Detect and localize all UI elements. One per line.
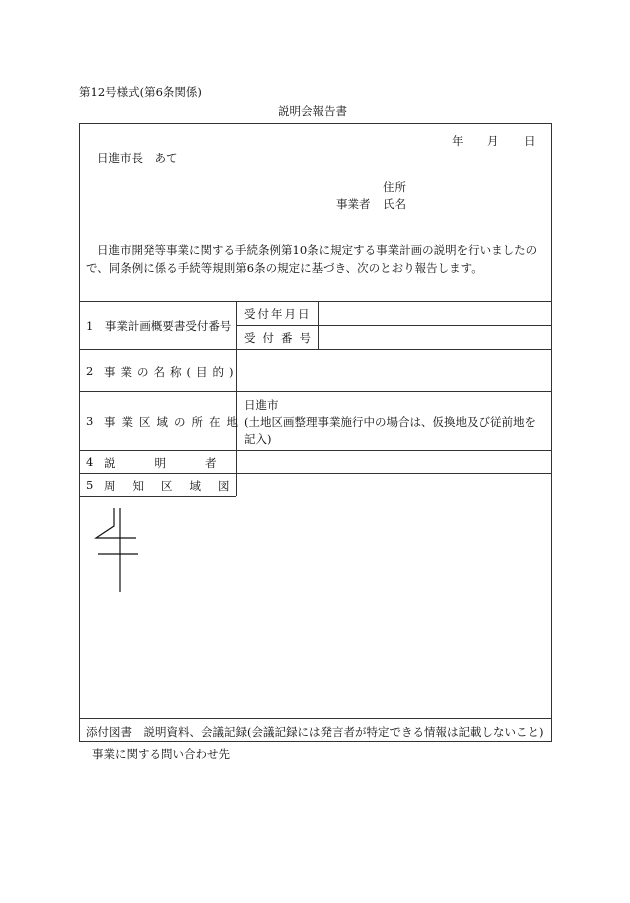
attachments-note: 添付図書 説明資料、会議記録(会議記録には発言者が特定できる情報は記載しないこと) xyxy=(86,725,544,739)
contact-label: 事業に関する問い合わせ先 xyxy=(92,747,230,761)
applicant-role-label: 事業者 xyxy=(336,197,371,211)
north-arrow-icon xyxy=(92,506,142,594)
grid-line xyxy=(79,391,552,392)
name-label[interactable]: 氏名 xyxy=(383,197,406,211)
receipt-date-field[interactable] xyxy=(319,302,551,325)
row2-number: 2 xyxy=(86,364,94,378)
receipt-date-text: 受付年月日 xyxy=(244,307,312,321)
form-number: 第12号様式(第6条関係) xyxy=(79,85,202,99)
location-city: 日進市 xyxy=(244,398,279,412)
addressee: 日進市長 あて xyxy=(97,151,178,165)
date-year[interactable]: 年 xyxy=(452,134,464,148)
address-label[interactable]: 住所 xyxy=(383,180,406,194)
notice-area-map-field[interactable] xyxy=(80,497,551,717)
date-day[interactable]: 日 xyxy=(524,134,536,148)
presenter-label: 説明者 xyxy=(104,456,256,470)
presenter-field[interactable] xyxy=(237,451,551,473)
body-text-line2: で、同条例に係る手続等規則第6条の規定に基づき、次のとおり報告します。 xyxy=(86,261,483,275)
grid-line xyxy=(79,718,552,719)
location-label: 事業区域の所在地 xyxy=(104,415,244,429)
location-note-line1: (土地区画整理事業施行中の場合は、仮換地及び従前地を xyxy=(244,415,536,429)
row3-number: 3 xyxy=(86,414,94,428)
page-title: 説明会報告書 xyxy=(278,104,347,118)
project-name-label: 事業の名称(目的) xyxy=(104,365,239,379)
row5-number: 5 xyxy=(86,478,94,492)
notice-area-label: 周知区域図 xyxy=(104,479,247,493)
body-text-line1: 日進市開発等事業に関する手続条例第10条に規定する事業計画の説明を行いましたの xyxy=(97,243,538,257)
date-month[interactable]: 月 xyxy=(487,134,499,148)
receipt-date-label xyxy=(244,306,312,322)
row4-number: 4 xyxy=(86,455,94,469)
receipt-number-label: 1 事業計画概要書受付番号 xyxy=(86,319,232,333)
receipt-no-field[interactable] xyxy=(319,326,551,349)
project-name-field[interactable] xyxy=(237,350,551,391)
receipt-no-label: 受付番号 xyxy=(244,331,318,345)
grid-line xyxy=(79,473,552,474)
location-note-line2: 記入) xyxy=(244,432,272,446)
